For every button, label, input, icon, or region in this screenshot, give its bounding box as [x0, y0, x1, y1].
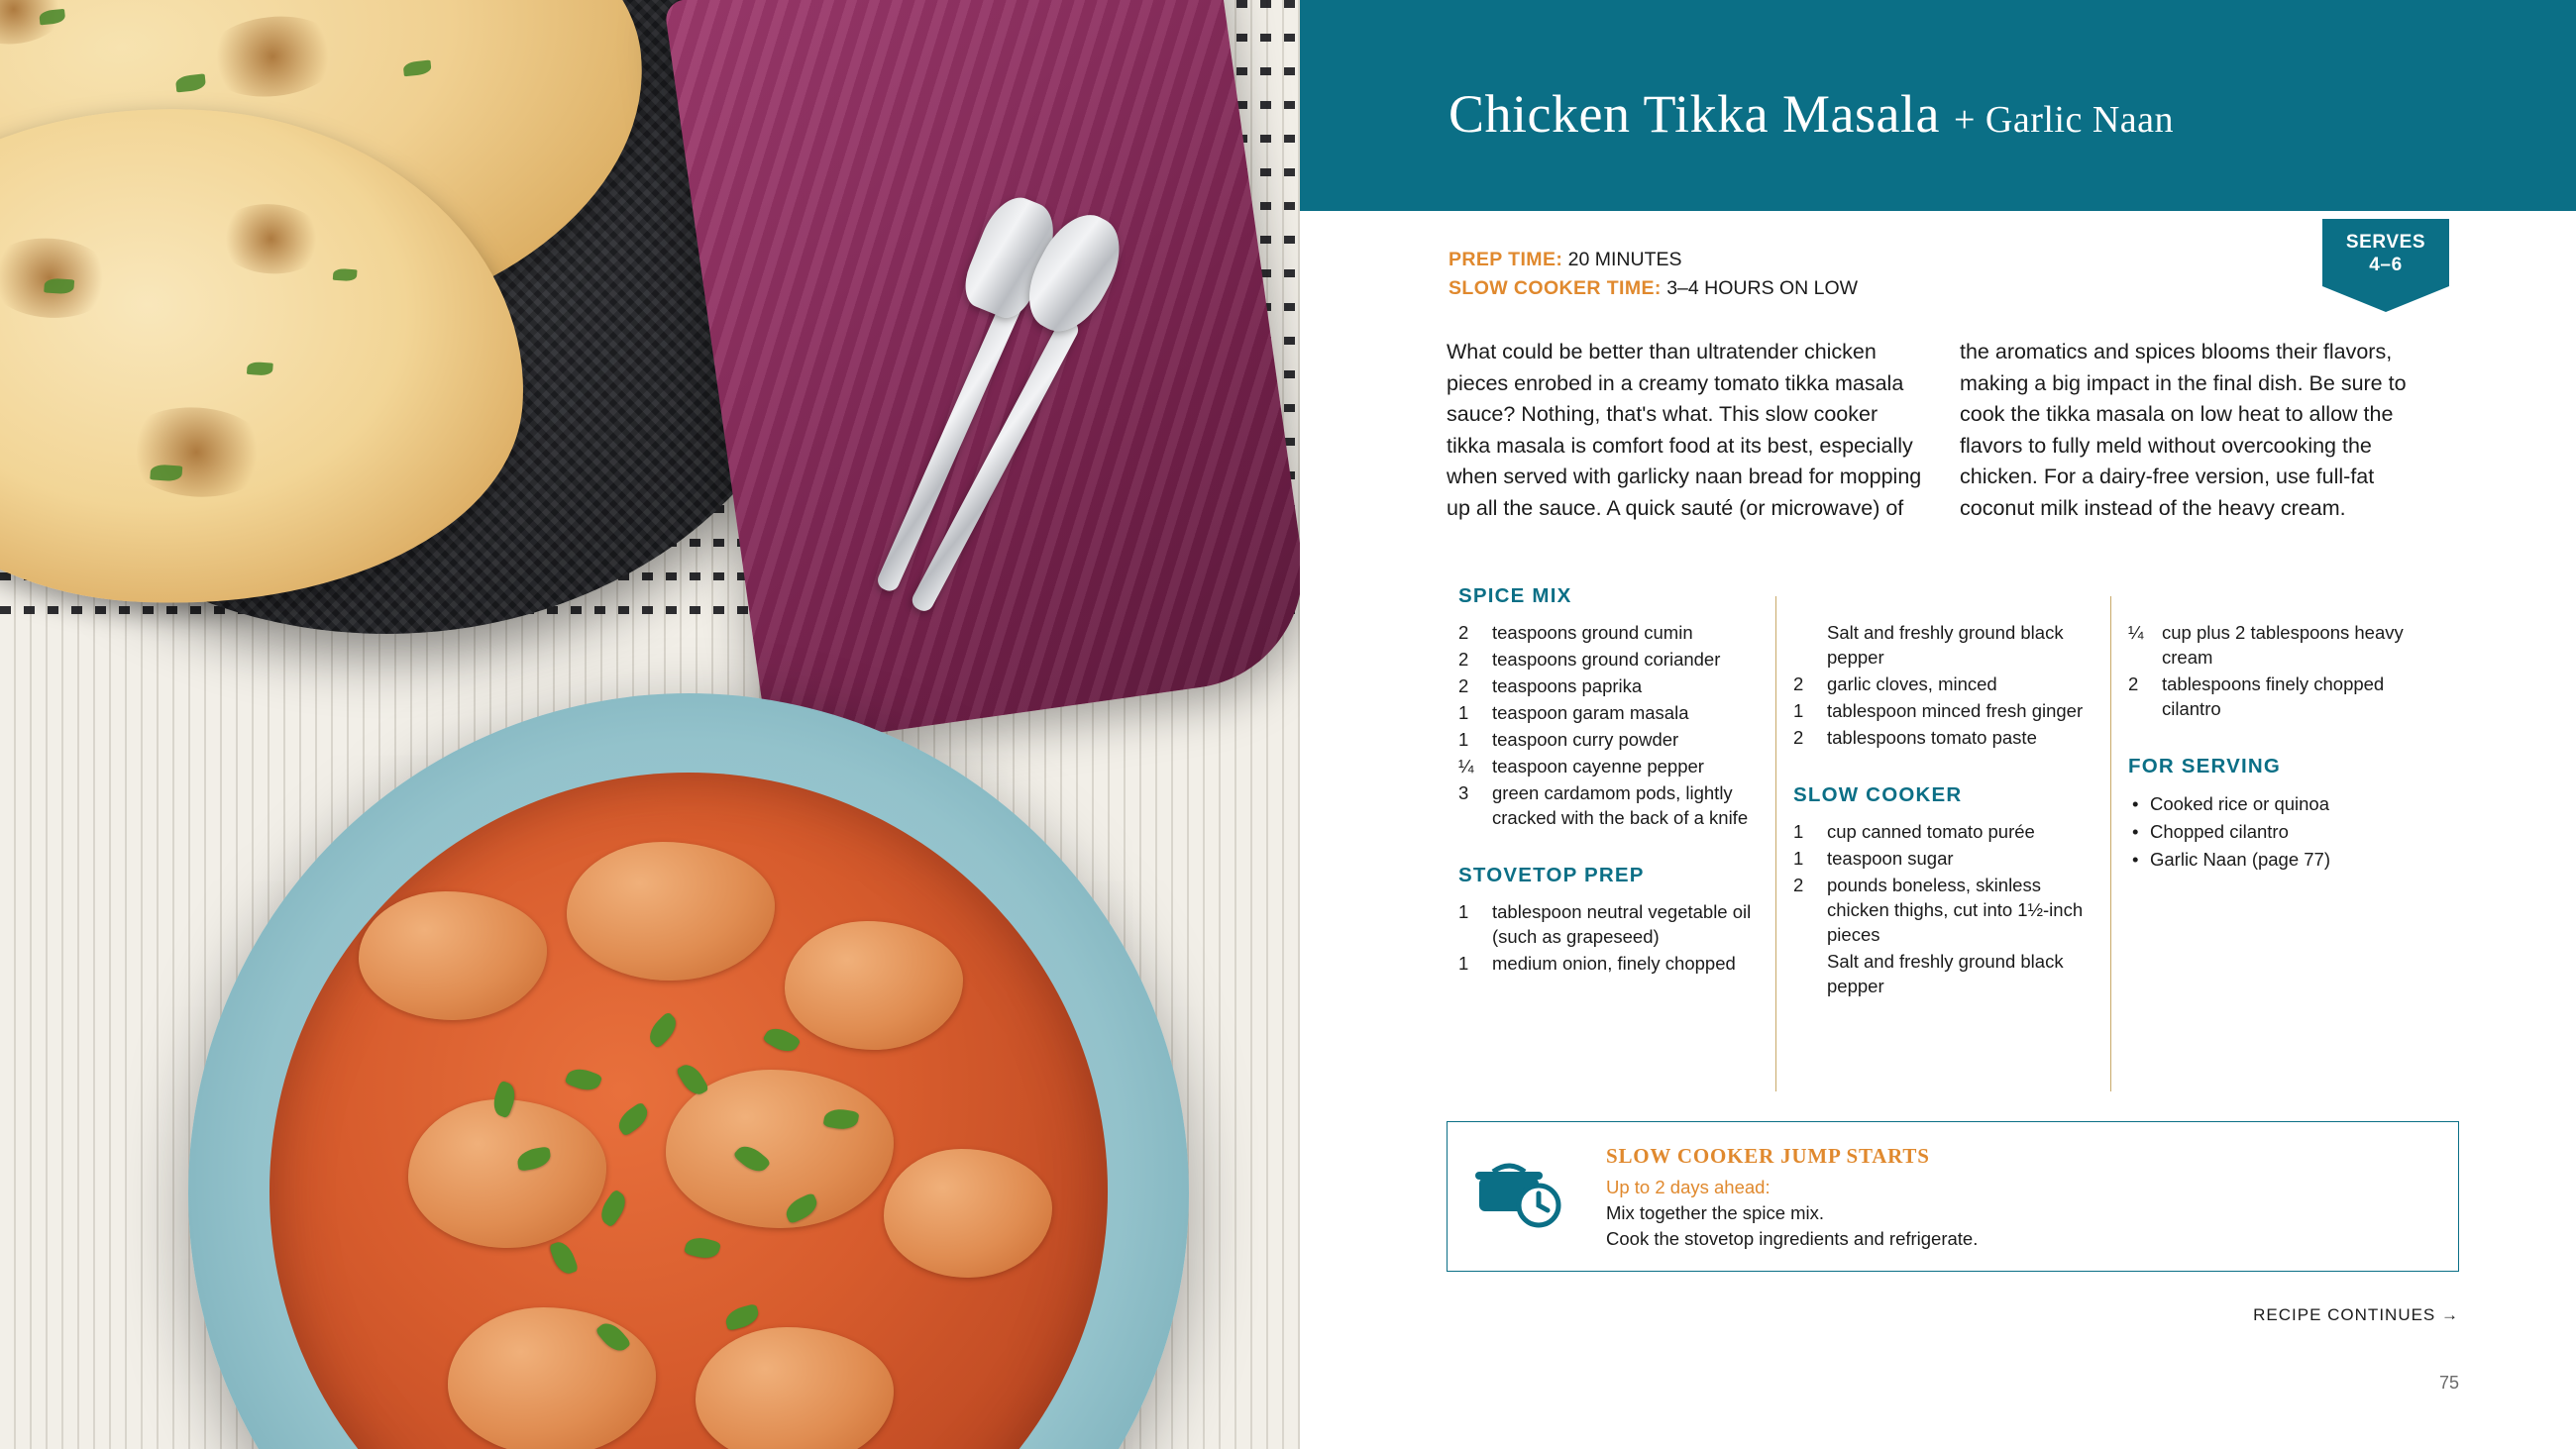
ingredient-qty: 2	[1793, 727, 1804, 748]
ingredient-qty: 1	[1458, 901, 1469, 922]
ingredient-qty: 2	[1793, 673, 1804, 694]
ingredient-text: tablespoons finely chopped cilantro	[2162, 673, 2385, 719]
ingredient-qty: 2	[1458, 622, 1469, 643]
ingredient-row	[1458, 700, 1766, 725]
ingredient-row	[1793, 672, 2100, 696]
ingredient-text: teaspoon curry powder	[1492, 729, 1679, 750]
ingredient-text: pounds boneless, skinless chicken thighs, cut into 1½-inch pieces	[1827, 875, 2084, 945]
ingredient-text: cup plus 2 tablespoons heavy cream	[2162, 622, 2404, 668]
ingredient-text: tablespoon neutral vegetable oil (such as grapeseed)	[1492, 901, 1752, 947]
column-divider-2	[2110, 596, 2111, 1091]
ingredient-row	[1793, 873, 2100, 947]
ingredient-row	[1458, 673, 1766, 698]
ingredient-qty	[1793, 949, 1827, 998]
ingredient-qty: 1	[1458, 702, 1469, 723]
recipe-content	[1300, 0, 2576, 1449]
ingredients-column-1	[1458, 584, 1766, 978]
ingredient-row	[1793, 725, 2100, 750]
recipe-title-sub: + Garlic Naan	[1953, 99, 2175, 141]
slow-cooker-time-label: SLOW COOKER TIME:	[1449, 277, 1662, 299]
page-title	[1449, 83, 2174, 145]
jump-start-when: Up to 2 days ahead:	[1606, 1177, 1771, 1197]
ingredient-text: teaspoon garam masala	[1492, 702, 1689, 723]
title-banner	[1300, 0, 2576, 211]
jump-start-line-1: Mix together the spice mix.	[1606, 1202, 1825, 1223]
ingredient-row	[1458, 620, 1766, 645]
ingredient-row	[1458, 899, 1766, 949]
section-heading-slow-cooker: SLOW COOKER	[1793, 783, 1963, 806]
serves-label: SERVES	[2345, 232, 2426, 253]
slow-cooker-clock-icon	[1473, 1156, 1564, 1231]
prep-time-value: 20 MINUTES	[1562, 249, 1682, 270]
ingredient-text: cup canned tomato purée	[1827, 821, 2035, 842]
ingredient-row	[1458, 754, 1766, 778]
jump-start-line-2: Cook the stovetop ingredients and refrigerate.	[1606, 1228, 1979, 1249]
ingredient-qty: 2	[2128, 673, 2139, 694]
ingredient-qty	[1793, 620, 1827, 670]
ingredient-row	[1458, 727, 1766, 752]
ingredient-row	[1793, 819, 2100, 844]
ingredient-text: tablespoons tomato paste	[1827, 727, 2037, 748]
section-heading-for-serving: FOR SERVING	[2128, 755, 2282, 777]
ingredient-text: green cardamom pods, lightly cracked with the back of a knife	[1492, 782, 1749, 828]
page-number: 75	[2438, 1373, 2459, 1393]
list-item: • Cooked rice or quinoa	[2128, 790, 2435, 818]
section-heading-stovetop-prep: STOVETOP PREP	[1458, 864, 1645, 886]
tikka-masala-curry	[269, 773, 1108, 1449]
slow-cooker-time-value: 3–4 HOURS ON LOW	[1661, 277, 1859, 299]
serves-value: 4–6	[2369, 255, 2403, 275]
recipe-timings	[1449, 246, 1858, 303]
column-top-spacer	[1793, 584, 2100, 620]
section-heading-spice-mix: SPICE MIX	[1458, 584, 1572, 607]
ingredient-row	[1793, 620, 2100, 670]
list-item: • Garlic Naan (page 77)	[2128, 846, 2435, 874]
ingredient-text: medium onion, finely chopped	[1492, 953, 1736, 974]
ingredient-qty: ¼	[1458, 756, 1474, 776]
list-item: • Chopped cilantro	[2128, 818, 2435, 846]
ingredients-grid	[1447, 584, 2447, 1099]
prep-time-label: PREP TIME:	[1449, 249, 1563, 270]
ingredient-text: teaspoon cayenne pepper	[1492, 756, 1704, 776]
column-divider-1	[1775, 596, 1776, 1091]
ingredient-qty: 1	[1458, 953, 1469, 974]
prep-time-row	[1449, 246, 1858, 274]
recipe-title-main: Chicken Tikka Masala	[1449, 84, 1954, 144]
ingredient-qty: 1	[1458, 729, 1469, 750]
ingredient-qty: 2	[1458, 675, 1469, 696]
ingredient-text: teaspoons paprika	[1492, 675, 1643, 696]
ingredient-qty: 1	[1793, 821, 1804, 842]
ingredient-text: tablespoon minced fresh ginger	[1827, 700, 2084, 721]
ingredient-qty: 1	[1793, 700, 1804, 721]
ingredient-qty: ¼	[2128, 622, 2144, 643]
ingredient-text: teaspoons ground cumin	[1492, 622, 1693, 643]
ingredient-row	[1793, 846, 2100, 871]
ingredient-row	[2128, 620, 2435, 670]
ingredient-qty: 1	[1793, 848, 1804, 869]
ingredient-text: Salt and freshly ground black pepper	[1827, 622, 2064, 668]
ingredient-row	[1458, 951, 1766, 976]
ingredient-qty: 2	[1458, 649, 1469, 670]
ingredient-qty: 2	[1793, 875, 1804, 895]
for-serving-list	[2128, 790, 2435, 874]
jump-start-text	[1606, 1144, 2428, 1252]
ingredient-text: teaspoons ground coriander	[1492, 649, 1721, 670]
jump-start-title: SLOW COOKER JUMP STARTS	[1606, 1144, 1930, 1168]
ingredient-qty: 3	[1458, 782, 1469, 803]
recipe-intro-text: What could be better than ultratender chicken pieces enrobed in a creamy tomato tikka masala sauce? Nothing, that's what. This slow cooker tikka masala is comfort food at its best, especially when served with garlicky naan bread for mopping up all the sauce. A quick sauté (or microwave) of the aromatics and spices blooms their flavors, making a big impact in the final dish. Be sure to cook the tikka masala on low heat to allow the flavors to fully meld without overcooking the chicken. For a dairy-free version, use full-fat coconut milk instead of the heavy cream.	[1447, 340, 2407, 520]
ingredient-row	[1458, 647, 1766, 672]
column-top-spacer	[2128, 584, 2435, 620]
ingredients-column-2	[1793, 584, 2100, 1000]
ingredient-row	[2128, 672, 2435, 721]
serves-badge	[2322, 219, 2449, 312]
recipe-continues-note: RECIPE CONTINUES →	[2253, 1305, 2459, 1324]
slow-cooker-time-row	[1449, 274, 1858, 303]
ingredient-row	[1793, 949, 2100, 998]
ingredient-text: Salt and freshly ground black pepper	[1827, 951, 2064, 996]
ingredient-row	[1458, 780, 1766, 830]
ingredient-row	[1793, 698, 2100, 723]
ingredient-text: teaspoon sugar	[1827, 848, 1954, 869]
ingredients-column-3	[2128, 584, 2435, 874]
ingredient-text: garlic cloves, minced	[1827, 673, 1997, 694]
serves-badge-point	[2322, 286, 2449, 312]
slow-cooker-jump-starts-box	[1447, 1121, 2459, 1272]
